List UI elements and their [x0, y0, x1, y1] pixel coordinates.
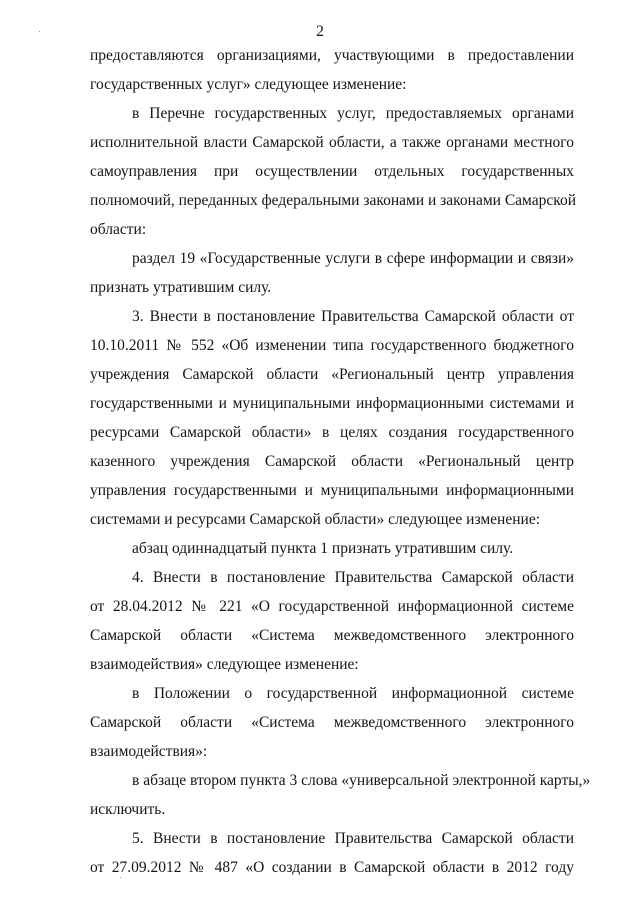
text-line: управления государственными и муниципальными информационными — [90, 482, 574, 499]
text-line: от 27.09.2012 № 487 «О создании в Самарской области в 2012 году — [90, 859, 574, 876]
text-line: взаимодействия» следующее изменение: — [90, 656, 359, 673]
text-line: в Перечне государственных услуг, предоставляемых органами — [132, 105, 574, 122]
text-line: казенного учреждения Самарской области «Региональный центр — [90, 453, 574, 470]
text-line: Самарской области «Система межведомственного электронного — [90, 627, 574, 644]
text-line: 10.10.2011 № 552 «Об изменении типа государственного бюджетного — [90, 337, 574, 354]
text-line: 4. Внести в постановление Правительства Самарской области — [132, 569, 574, 586]
page-number: 2 — [316, 23, 324, 40]
text-line: полномочий, переданных федеральными законами и законами Самарской — [90, 192, 577, 209]
text-line: ресурсами Самарской области» в целях создания государственного — [90, 424, 574, 441]
text-line: в Положении о государственной информационной системе — [132, 685, 574, 702]
text-line: государственных услуг» следующее изменение: — [90, 76, 407, 93]
text-line: исключить. — [90, 801, 166, 818]
text-line: учреждения Самарской области «Региональный центр управления — [90, 366, 574, 383]
text-line: 5. Внести в постановление Правительства Самарской области — [132, 830, 574, 847]
text-line: взаимодействия»: — [90, 743, 208, 760]
text-line: государственными и муниципальными информационными системами и — [90, 395, 574, 412]
text-line: самоуправления при осуществлении отдельных государственных — [90, 163, 574, 180]
text-line: признать утратившим силу. — [90, 279, 272, 296]
text-line: Самарской области «Система межведомственного электронного — [90, 714, 574, 731]
text-line: в абзаце втором пункта 3 слова «универсальной электронной карты,» — [132, 772, 591, 789]
text-line: исполнительной власти Самарской области, а также органами местного — [90, 134, 574, 151]
text-line: области: — [90, 221, 147, 238]
text-line: раздел 19 «Государственные услуги в сфере информации и связи» — [132, 250, 574, 267]
text-line: от 28.04.2012 № 221 «О государственной информационной системе — [90, 598, 574, 615]
text-line: системами и ресурсами Самарской области» следующее изменение: — [90, 511, 540, 528]
text-line: абзац одиннадцатый пункта 1 признать утратившим силу. — [132, 540, 514, 557]
text-line: 3. Внести в постановление Правительства Самарской области от — [132, 308, 574, 325]
text-line: предоставляются организациями, участвующими в предоставлении — [90, 47, 574, 64]
